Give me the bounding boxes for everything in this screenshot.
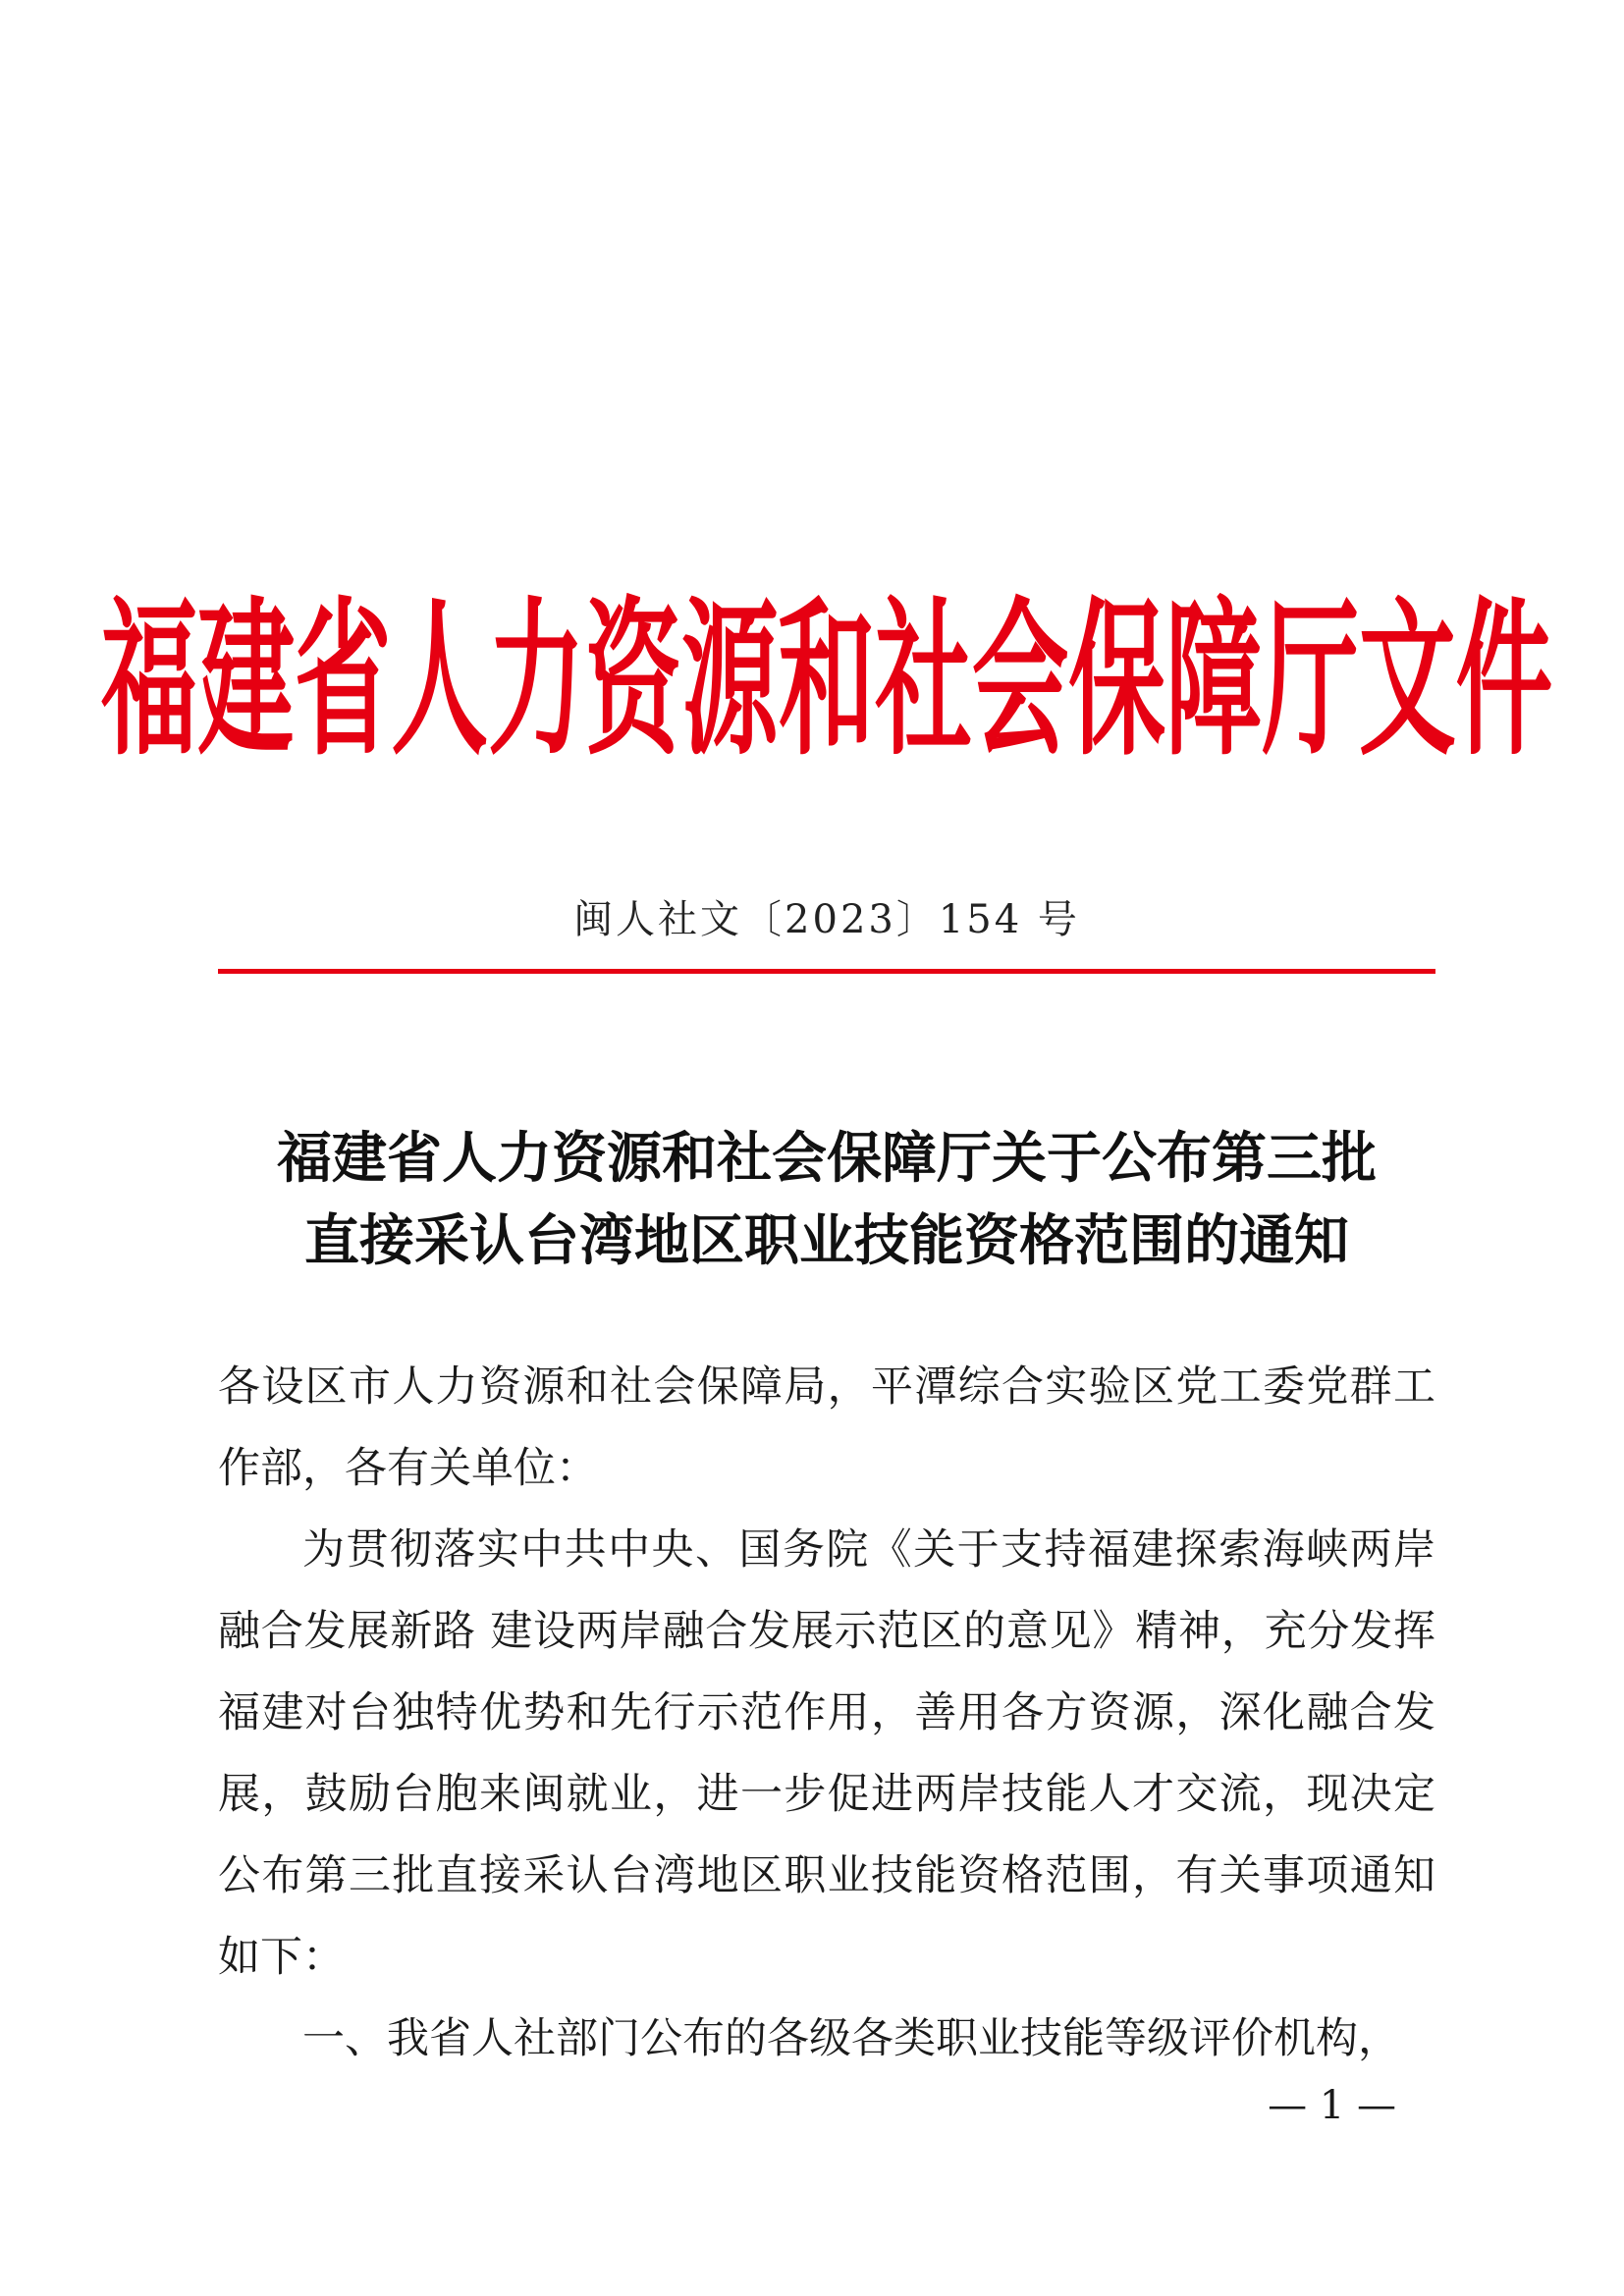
red-divider-line (218, 969, 1435, 974)
notice-title-line-1: 福建省人力资源和社会保障厅关于公布第三批 (277, 1126, 1377, 1191)
masthead-title: 福建省人力资源和社会保障厅文件 (100, 579, 1553, 779)
document-number: 闽人社文〔2023〕154 号 (573, 897, 1080, 942)
notice-title-line-2: 直接采认台湾地区职业技能资格范围的通知 (304, 1208, 1349, 1273)
body-paragraph-2: 一、我省人社部门公布的各级各类职业技能等级评价机构， (302, 2014, 1400, 2063)
masthead (100, 564, 1553, 779)
addressee-paragraph: 各设区市人力资源和社会保障局，平潭综合实验区党工委党群工作部，各有关单位： (218, 1362, 1435, 1493)
page-number: — 1 — (1268, 2083, 1396, 2128)
notice-title (218, 1117, 1435, 1282)
document-body (218, 1347, 1435, 2080)
body-paragraph-1: 为贯彻落实中共中央、国务院《关于支持福建探索海峡两岸融合发展新路 建设两岸融合发展示范区的意见》精神，充分发挥福建对台独特优势和先行示范作用，善用各方资源，深化融合发展，鼓励台胞来闽就业，进一步促进两岸技能人才交流，现决定公布第三批直接采认台湾地区职业技能资格范围，有关事项通知如下： (218, 1525, 1435, 1982)
